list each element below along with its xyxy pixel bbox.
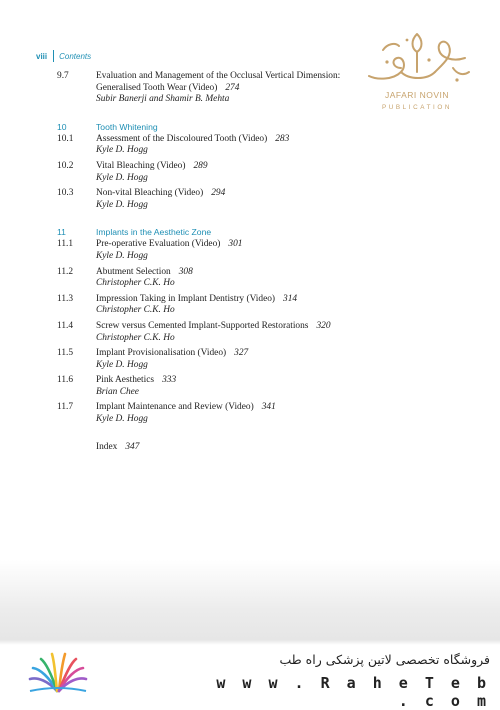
- entry-number: 10.1: [57, 133, 74, 144]
- entry-title: Impression Taking in Implant Dentistry (Video): [96, 293, 276, 304]
- entry-title: Screw versus Cemented Implant-Supported Restorations: [96, 320, 309, 331]
- entry-page: 283: [275, 133, 290, 144]
- store-url[interactable]: w w w . R a h e T e b . c o m: [216, 674, 490, 710]
- entry-title: Assessment of the Discoloured Tooth (Video): [96, 133, 268, 144]
- entry-page: 314: [283, 293, 298, 304]
- entry-number: 10.2: [57, 160, 74, 171]
- entry-title-line1: Evaluation and Management of the Occlusal Vertical Dimension:: [96, 71, 341, 81]
- entry-title: Vital Bleaching (Video): [96, 160, 186, 171]
- entry-number: 11.5: [57, 348, 74, 359]
- entry-number: 11.7: [57, 402, 74, 413]
- entry-number: 11.4: [57, 320, 74, 331]
- entry-author: Kyle D. Hogg: [96, 414, 148, 425]
- chapter-title: Implants in the Aesthetic Zone: [96, 227, 212, 238]
- page-number: viii: [36, 51, 48, 61]
- entry-author: Kyle D. Hogg: [96, 199, 148, 210]
- toc-entry-11-4[interactable]: [57, 321, 387, 344]
- toc-entry-index[interactable]: [57, 442, 387, 454]
- table-of-contents: [57, 71, 387, 453]
- entry-number: 11.3: [57, 293, 74, 304]
- entry-author: Brian Chee: [96, 386, 139, 397]
- entry-number: 11.1: [57, 239, 74, 250]
- entry-page: 341: [261, 402, 276, 413]
- toc-entry-10-3[interactable]: [57, 188, 387, 211]
- publisher-watermark-logo: [357, 28, 477, 123]
- entry-page: 308: [178, 266, 193, 277]
- entry-title-line2: Generalised Tooth Wear (Video): [96, 82, 218, 93]
- entry-title: Abutment Selection: [96, 266, 171, 277]
- index-page: 347: [125, 441, 140, 452]
- chapter-heading-10[interactable]: [57, 122, 387, 133]
- calligraphy-logo-icon: [357, 28, 477, 90]
- toc-entry-11-3[interactable]: [57, 294, 387, 317]
- toc-entry-11-2[interactable]: [57, 267, 387, 290]
- entry-number: 9.7: [57, 71, 69, 81]
- chapter-number: 11: [57, 227, 66, 238]
- toc-entry-11-7[interactable]: [57, 402, 387, 425]
- running-header: [36, 49, 91, 63]
- toc-entry-10-2[interactable]: [57, 161, 387, 184]
- entry-author: Christopher C.K. Ho: [96, 332, 175, 343]
- publisher-brand: JAFARI NOVIN: [384, 90, 450, 100]
- entry-page: 301: [228, 239, 243, 250]
- entry-title: Implant Provisionalisation (Video): [96, 348, 227, 359]
- entry-author: Kyle D. Hogg: [96, 145, 148, 156]
- toc-entry-11-5[interactable]: [57, 348, 387, 371]
- entry-page: 289: [193, 160, 208, 171]
- entry-number: 11.6: [57, 375, 74, 386]
- entry-author: Kyle D. Hogg: [96, 359, 148, 370]
- chapter-number: 10: [57, 121, 67, 132]
- toc-entry-10-1[interactable]: [57, 134, 387, 157]
- entry-author: Christopher C.K. Ho: [96, 278, 175, 289]
- entry-author: Christopher C.K. Ho: [96, 305, 175, 316]
- entry-number: 11.2: [57, 266, 74, 277]
- entry-author: Subir Banerji and Shamir B. Mehta: [96, 94, 230, 105]
- toc-entry-11-1[interactable]: [57, 239, 387, 262]
- entry-title: Pre-operative Evaluation (Video): [96, 239, 221, 250]
- store-name: فروشگاه تخصصی لاتین پزشکی راه طب: [279, 652, 490, 667]
- entry-title: Implant Maintenance and Review (Video): [96, 402, 254, 413]
- entry-author: Kyle D. Hogg: [96, 250, 148, 261]
- chapter-title: Tooth Whitening: [96, 121, 158, 132]
- entry-page: 327: [234, 348, 249, 359]
- entry-title: Pink Aesthetics: [96, 375, 155, 386]
- index-title: Index: [96, 441, 118, 452]
- toc-entry-11-6[interactable]: [57, 375, 387, 398]
- publisher-subtitle: PUBLICATION: [381, 104, 453, 111]
- header-divider: [53, 50, 54, 62]
- entry-number: 10.3: [57, 188, 74, 199]
- entry-page: 294: [211, 188, 226, 199]
- entry-page: 333: [162, 375, 177, 386]
- entry-title: Non-vital Bleaching (Video): [96, 188, 204, 199]
- open-book-icon: [26, 651, 90, 695]
- store-footer-banner: [0, 645, 500, 710]
- toc-entry-9-7[interactable]: [57, 71, 387, 106]
- chapter-heading-11[interactable]: [57, 227, 387, 238]
- entry-page: 320: [316, 320, 331, 331]
- entry-author: Kyle D. Hogg: [96, 172, 148, 183]
- entry-page: 274: [225, 82, 240, 93]
- running-head-title: Contents: [59, 51, 92, 61]
